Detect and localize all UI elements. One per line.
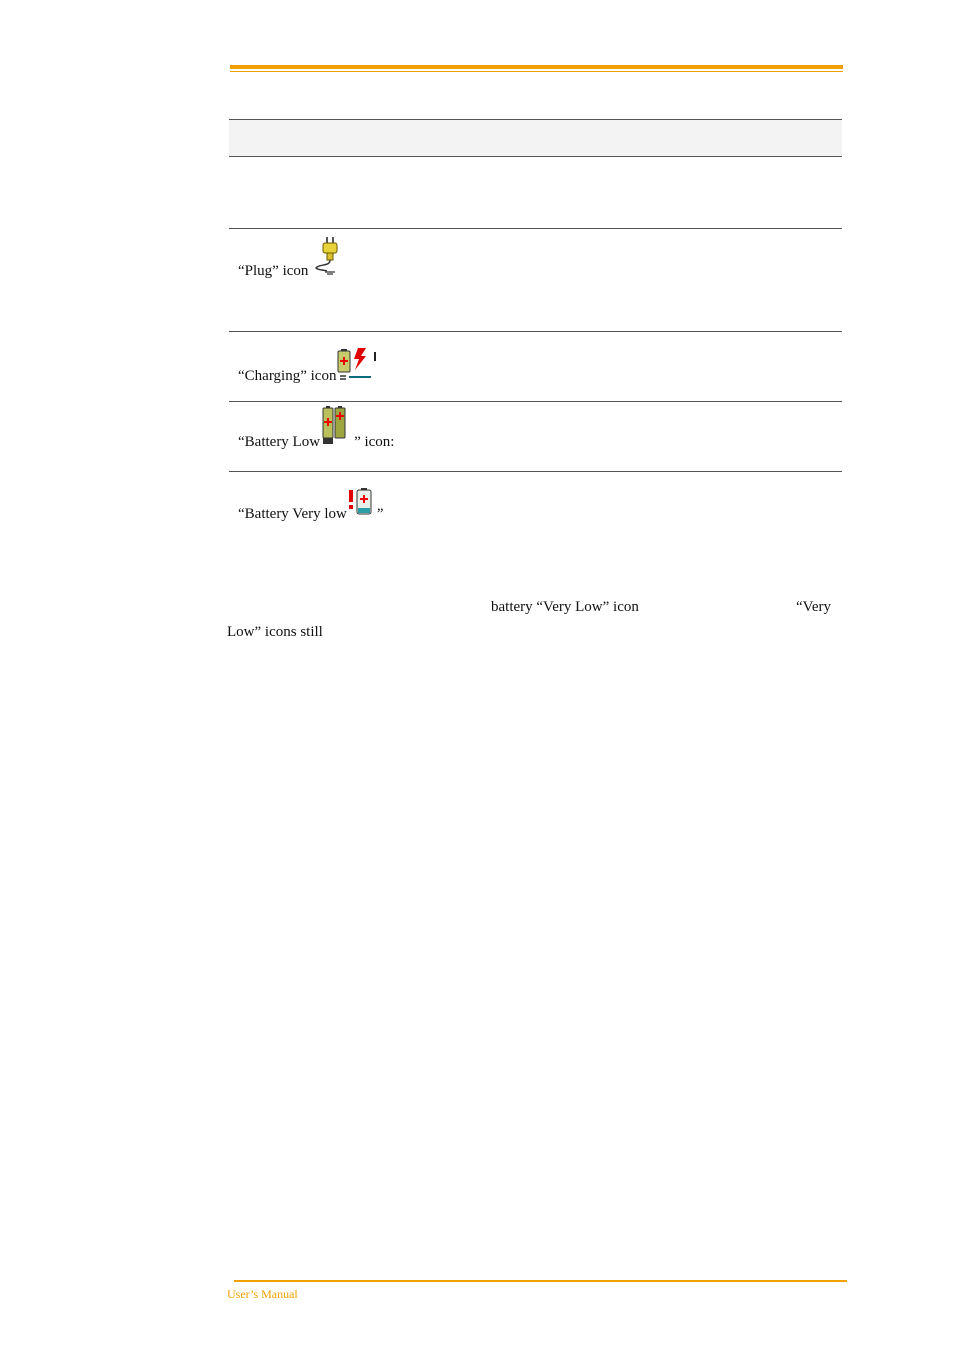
battery-very-low-label-end: ” (376, 506, 384, 522)
plug-icon (309, 237, 341, 280)
icon-table (229, 119, 842, 542)
table-row-plug (229, 229, 842, 332)
table-blank-row (229, 157, 842, 229)
paragraph-fragment-1: battery “Very Low” icon (491, 599, 639, 615)
battery-low-icon (321, 406, 349, 451)
battery-very-low-cell (238, 488, 384, 523)
battery-very-low-label-start: “Battery Very low (238, 506, 347, 522)
table-row-battery-very-low (229, 472, 842, 542)
battery-low-cell (238, 406, 394, 451)
charging-cell (238, 348, 380, 385)
header-rule-thick (230, 65, 843, 69)
battery-very-low-icon (348, 488, 376, 523)
battery-low-label-end: ” icon: (354, 434, 395, 450)
footer-rule (234, 1280, 847, 1282)
battery-low-label-start: “Battery Low (238, 434, 321, 450)
plug-label: “Plug” icon (238, 263, 309, 279)
paragraph-fragment-2: “Very (796, 599, 831, 615)
charging-label: “Charging” icon (238, 368, 337, 384)
table-row-battery-low (229, 402, 842, 472)
header-rule-thin (230, 71, 843, 72)
charging-battery-icon (337, 348, 379, 385)
footer-text: User’s Manual (227, 1287, 298, 1301)
table-row-charging (229, 332, 842, 402)
plug-cell (238, 237, 342, 280)
table-header-row (229, 119, 842, 157)
header-rule (230, 65, 843, 72)
paragraph-fragment-3: Low” icons still (227, 624, 323, 640)
